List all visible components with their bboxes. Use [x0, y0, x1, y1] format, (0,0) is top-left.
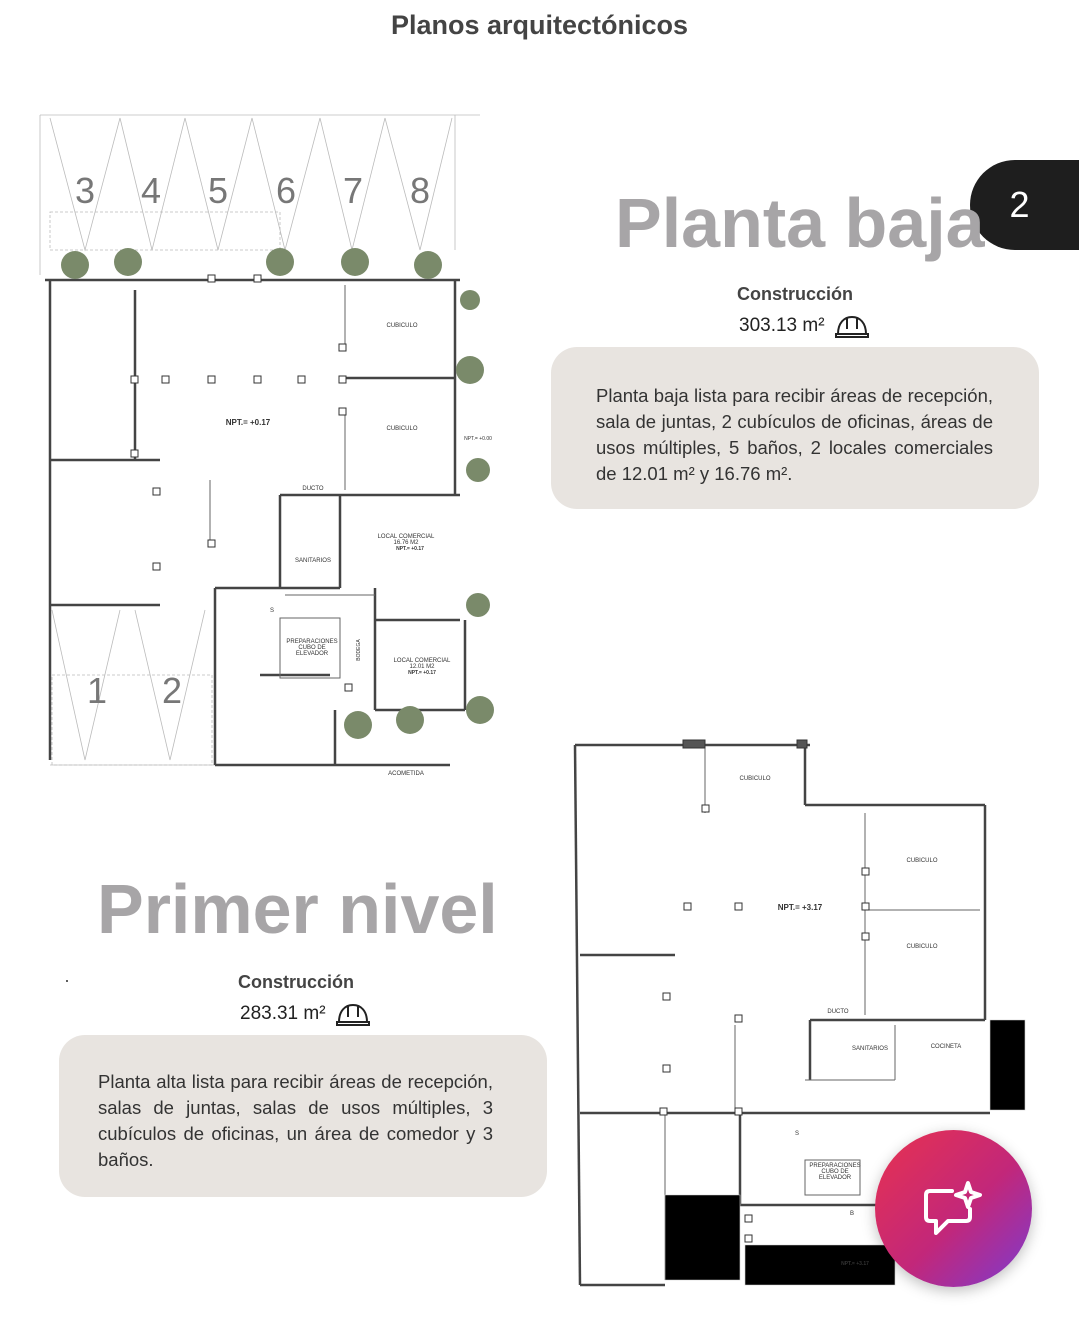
ai-chat-sparkle-icon — [922, 1179, 986, 1239]
stair-label-s: S — [269, 608, 275, 614]
ground-floor-plan — [30, 110, 500, 780]
parking-number-8: 8 — [409, 170, 431, 211]
first-floor-description-box — [59, 1035, 547, 1197]
room-label-cubo: CUBO DE — [298, 645, 326, 651]
room-label-ducto: DUCTO — [302, 486, 324, 492]
room-label-cubiculo-2: CUBICULO — [386, 426, 418, 432]
ground-floor-description-box — [551, 347, 1039, 509]
first-floor-area-value: 283.31 m² — [240, 1003, 326, 1024]
fl1-room-label-elevador: ELEVADOR — [818, 1175, 852, 1181]
bullet-dot: · — [64, 970, 70, 990]
hard-hat-icon — [336, 1000, 370, 1028]
fl1-room-label-cubo: CUBO DE — [821, 1169, 849, 1175]
room-label-bodega: BODEGA — [356, 639, 362, 661]
room-label-local-1: LOCAL COMERCIAL — [377, 534, 435, 540]
parking-number-5: 5 — [207, 170, 229, 211]
room-label-npt-side: NPT.= +0.00 — [464, 436, 492, 442]
first-floor-construction-label: Construcción — [238, 972, 355, 992]
room-label-acometida: ACOMETIDA — [388, 771, 424, 777]
parking-number-3: 3 — [74, 170, 96, 211]
ground-floor-construction-area — [739, 312, 869, 340]
ai-chat-button[interactable] — [875, 1130, 1032, 1287]
fl1-room-label-npt-lower: NPT.= +3.17 — [841, 1261, 869, 1267]
fl1-room-label-sanitarios: SANITARIOS — [852, 1046, 888, 1052]
fl1-room-label-cubiculo-3: CUBICULO — [906, 944, 938, 950]
room-label-preparaciones: PREPARACIONES — [286, 639, 338, 645]
first-floor-heading: Primer nivel — [97, 870, 498, 948]
fl1-stair-label-s: S — [794, 1131, 800, 1137]
page-number: 2 — [1009, 184, 1030, 225]
hard-hat-icon — [835, 312, 869, 340]
fl1-stair-label-b: B — [849, 1211, 855, 1217]
room-label-local-2-area: 12.01 M2 — [409, 664, 435, 670]
room-label-elevador: ELEVADOR — [295, 651, 329, 657]
room-label-local-1-area: 16.76 M2 — [393, 540, 419, 546]
page-number-badge — [970, 160, 1079, 250]
room-label-local-1-npt: NPT.= +0.17 — [396, 546, 424, 552]
ground-floor-heading: Planta baja — [615, 184, 985, 262]
room-label-local-2: LOCAL COMERCIAL — [393, 658, 451, 664]
page-title: Planos arquitectónicos — [390, 10, 689, 40]
fl1-room-label-cubiculo-1: CUBICULO — [739, 776, 771, 782]
ground-floor-area-value: 303.13 m² — [739, 315, 825, 336]
parking-number-6: 6 — [275, 170, 297, 211]
room-label-local-2-npt: NPT.= +0.17 — [408, 670, 436, 676]
parking-number-2: 2 — [161, 670, 183, 711]
room-label-cubiculo-1: CUBICULO — [386, 323, 418, 329]
fl1-room-label-npt-main: NPT.= +3.17 — [777, 903, 823, 912]
room-label-npt-main: NPT.= +0.17 — [225, 418, 271, 427]
fl1-room-label-ducto: DUCTO — [827, 1009, 849, 1015]
fl1-room-label-cubiculo-2: CUBICULO — [906, 858, 938, 864]
fl1-room-label-preparaciones: PREPARACIONES — [809, 1163, 861, 1169]
fl1-room-label-cocineta: COCINETA — [930, 1044, 962, 1050]
first-floor-description: Planta alta lista para recibir áreas de recepción, salas de juntas, salas de usos múltiples, 3 cubículos de oficinas, un área de comedor y 3 baños. — [98, 1071, 493, 1170]
ground-floor-description: Planta baja lista para recibir áreas de recepción, sala de juntas, 2 cubículos de oficinas, áreas de usos múltiples, 5 baños, 2 locales comerciales de 12.01 m² y 16.76 m². — [596, 385, 993, 484]
first-floor-construction-area — [240, 1000, 370, 1028]
parking-number-1: 1 — [86, 670, 108, 711]
ground-floor-construction-label: Construcción — [737, 284, 854, 304]
parking-number-7: 7 — [342, 170, 364, 211]
parking-number-4: 4 — [140, 170, 162, 211]
room-label-sanitarios: SANITARIOS — [295, 558, 331, 564]
